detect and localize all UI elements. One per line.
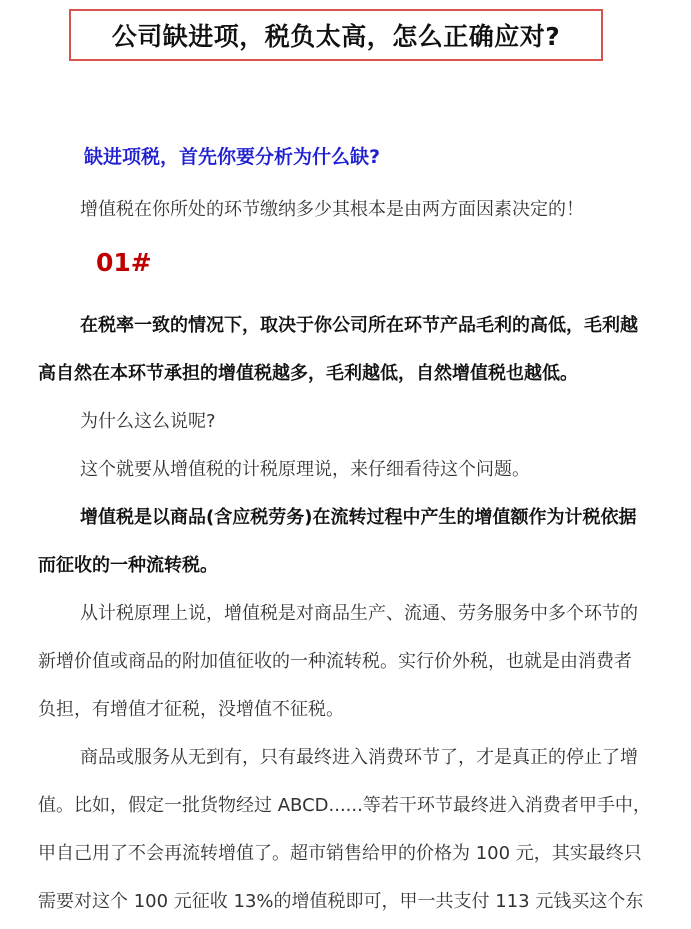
paragraph4-line1: 商品或服务从无到有，只有最终进入消费环节了，才是真正的停止了增 (80, 747, 638, 768)
paragraph3-line2: 新增价值或商品的附加值征收的一种流转税。实行价外税，也就是由消费者 (38, 651, 632, 672)
paragraph3-line1: 从计税原理上说，增值税是对商品生产、流通、劳务服务中多个环节的 (80, 603, 638, 624)
title-box (69, 9, 603, 61)
question-text: 为什么这么说呢? (80, 411, 216, 432)
paragraph1-line1: 在税率一致的情况下，取决于你公司所在环节产品毛利的高低，毛利越 (80, 315, 638, 336)
lead-text: 这个就要从增值税的计税原理说，来仔细看待这个问题。 (80, 459, 530, 480)
paragraph3-line3: 负担，有增值才征税，没增值不征税。 (38, 699, 344, 720)
paragraph2-line2: 而征收的一种流转税。 (38, 555, 218, 576)
paragraph4-line3: 甲自己用了不会再流转增值了。超市销售给甲的价格为 100 元，其实最终只 (38, 843, 642, 864)
paragraph4-line4: 需要对这个 100 元征收 13%的增值税即可，甲一共支付 113 元钱买这个东 (38, 891, 644, 912)
page-title: 公司缺进项，税负太高，怎么正确应对? (111, 22, 561, 51)
intro-text: 增值税在你所处的环节缴纳多少其根本是由两方面因素决定的！ (80, 199, 584, 220)
paragraph4-line2: 值。比如，假定一批货物经过 ABCD......等若干环节最终进入消费者甲手中， (38, 795, 651, 816)
paragraph1-line2: 高自然在本环节承担的增值税越多，毛利越低，自然增值税也越低。 (38, 363, 578, 384)
subheading: 缺进项税，首先你要分析为什么缺? (84, 146, 381, 168)
section-number: 01# (96, 248, 152, 277)
paragraph2-line1: 增值税是以商品(含应税劳务)在流转过程中产生的增值额作为计税依据 (80, 507, 637, 528)
